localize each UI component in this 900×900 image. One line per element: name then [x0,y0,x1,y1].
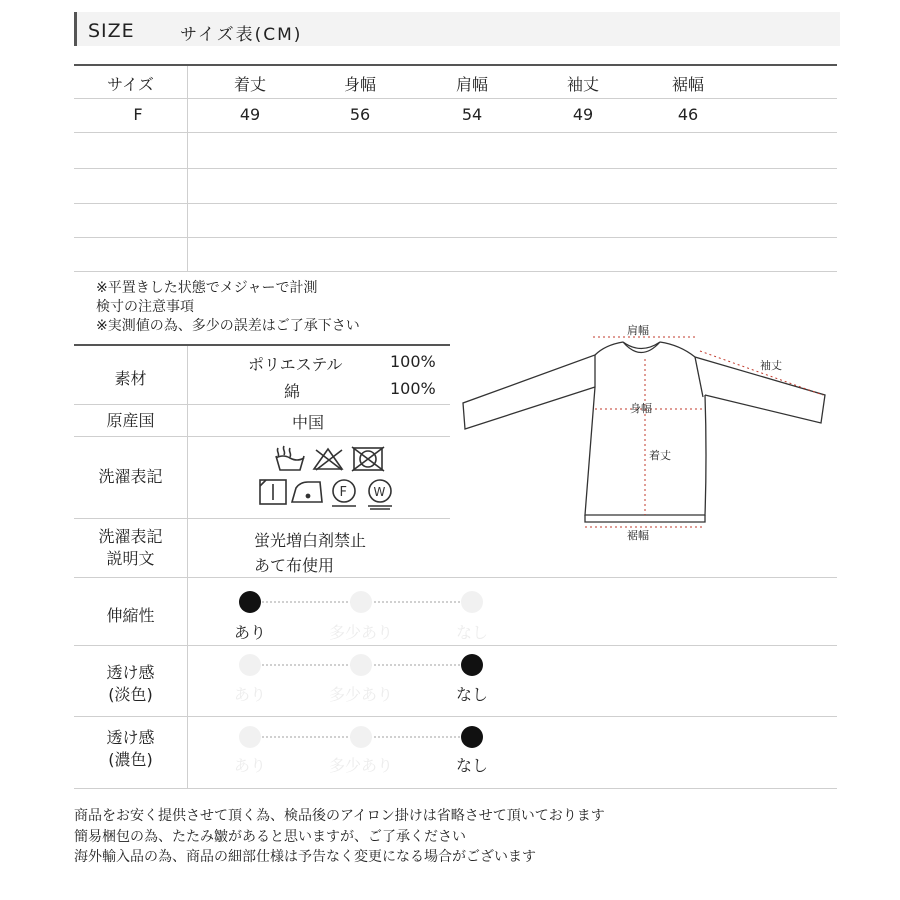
wash-30-icon [276,446,304,470]
rating-option-label: 多少あり [328,623,393,642]
sleeve-value: 49 [572,105,594,124]
rating-option-label: なし [455,623,488,642]
col-header-chest: 身幅 [343,75,376,94]
col-header-length: 着丈 [233,75,266,94]
table-line [74,518,450,519]
spec-table-top-border [74,344,450,346]
hem-value: 46 [677,105,699,124]
length-value: 49 [239,105,261,124]
sleeve-guide [700,351,823,395]
diagram-label-chest: 身幅 [630,402,652,415]
material-pct-1: 100% [390,352,436,371]
col-header-sleeve: 袖丈 [566,75,599,94]
col-header-shoulder: 肩幅 [455,75,488,94]
wet-clean-w-icon [368,480,392,509]
rating-dot [350,726,372,748]
size-chart-title: サイズ表(CM) [180,25,303,45]
table-line [74,271,837,272]
rating-dot [461,591,483,613]
sheer-light-label-1: 透け感 [106,663,155,682]
rating-dot [239,654,261,676]
table-line [74,98,837,99]
note-measure: ※平置きした状態でメジャーで計測 [96,280,318,296]
rating-dot [350,591,372,613]
rating-option-label: あり [233,756,266,775]
sheer-dark-label-2: (濃色) [108,750,153,769]
note-tolerance: ※実測値の為、多少の誤差はご了承下さい [96,318,360,334]
diagram-label-length: 着丈 [649,449,671,462]
table-line [74,132,837,133]
footer-note-3: 海外輸入品の為、商品の細部仕様は予告なく変更になる場合がございます [74,849,536,865]
table-line [74,203,837,204]
care-desc-label-2: 説明文 [106,549,155,568]
sheer-dark-label-1: 透け感 [106,728,155,747]
rating-dot-selected [461,654,483,676]
col-header-size: サイズ [107,75,154,94]
garment-diagram [455,315,840,550]
stretch-label: 伸縮性 [106,606,155,625]
svg-text:W: W [373,485,386,499]
rating-dot [350,654,372,676]
svg-text:F: F [339,485,347,500]
rating-dot [239,726,261,748]
table-line [74,404,450,405]
rating-dot-selected [461,726,483,748]
footer-note-1: 商品をお安く提供させて頂く為、検品後のアイロン掛けは省略させて頂いております [74,808,605,824]
size-table-top-border [74,64,837,66]
origin-label: 原産国 [106,411,155,430]
material-name-1: ポリエステル [248,355,343,374]
table-divider [187,346,188,788]
table-line [74,577,837,578]
footer-note-2: 簡易梱包の為、たたみ皺があると思いますが、ご了承ください [74,829,466,845]
material-name-2: 綿 [284,382,301,401]
no-tumble-dry-icon [352,447,384,471]
col-header-hem: 裾幅 [671,75,704,94]
shoulder-value: 54 [461,105,483,124]
rating-dot-selected [239,591,261,613]
iron-low-icon [292,482,322,502]
rating-option-label: 多少あり [328,685,393,704]
no-bleach-icon [314,449,342,470]
care-symbols [256,442,396,512]
table-line [74,645,837,646]
care-desc-label-1: 洗濯表記 [98,527,163,546]
origin-value: 中国 [292,413,325,432]
line-dry-icon [260,480,286,504]
rating-option-label: なし [455,756,488,775]
note-caution-heading: 検寸の注意事項 [96,299,194,315]
table-line [74,237,837,238]
size-heading: SIZE [88,20,135,42]
care-label: 洗濯表記 [98,467,163,486]
care-desc-line-1: 蛍光増白剤禁止 [254,531,367,550]
diagram-label-hem: 裾幅 [627,529,649,542]
size-value: F [133,105,143,124]
material-label: 素材 [114,369,147,388]
diagram-label-sleeve: 袖丈 [760,359,782,372]
dry-clean-f-icon [332,480,356,506]
table-line [74,436,450,437]
table-line [74,716,837,717]
diagram-label-shoulder: 肩幅 [627,324,649,337]
care-desc-line-2: あて布使用 [254,556,335,575]
rating-option-label: あり [233,623,266,642]
table-line [74,168,837,169]
rating-option-label: 多少あり [328,756,393,775]
rating-option-label: なし [455,685,488,704]
sheer-light-label-2: (淡色) [108,685,153,704]
rating-option-label: あり [233,685,266,704]
material-pct-2: 100% [390,379,436,398]
measurement-guides [585,337,823,527]
chest-value: 56 [349,105,371,124]
table-line [74,788,837,789]
table-divider [187,66,188,271]
